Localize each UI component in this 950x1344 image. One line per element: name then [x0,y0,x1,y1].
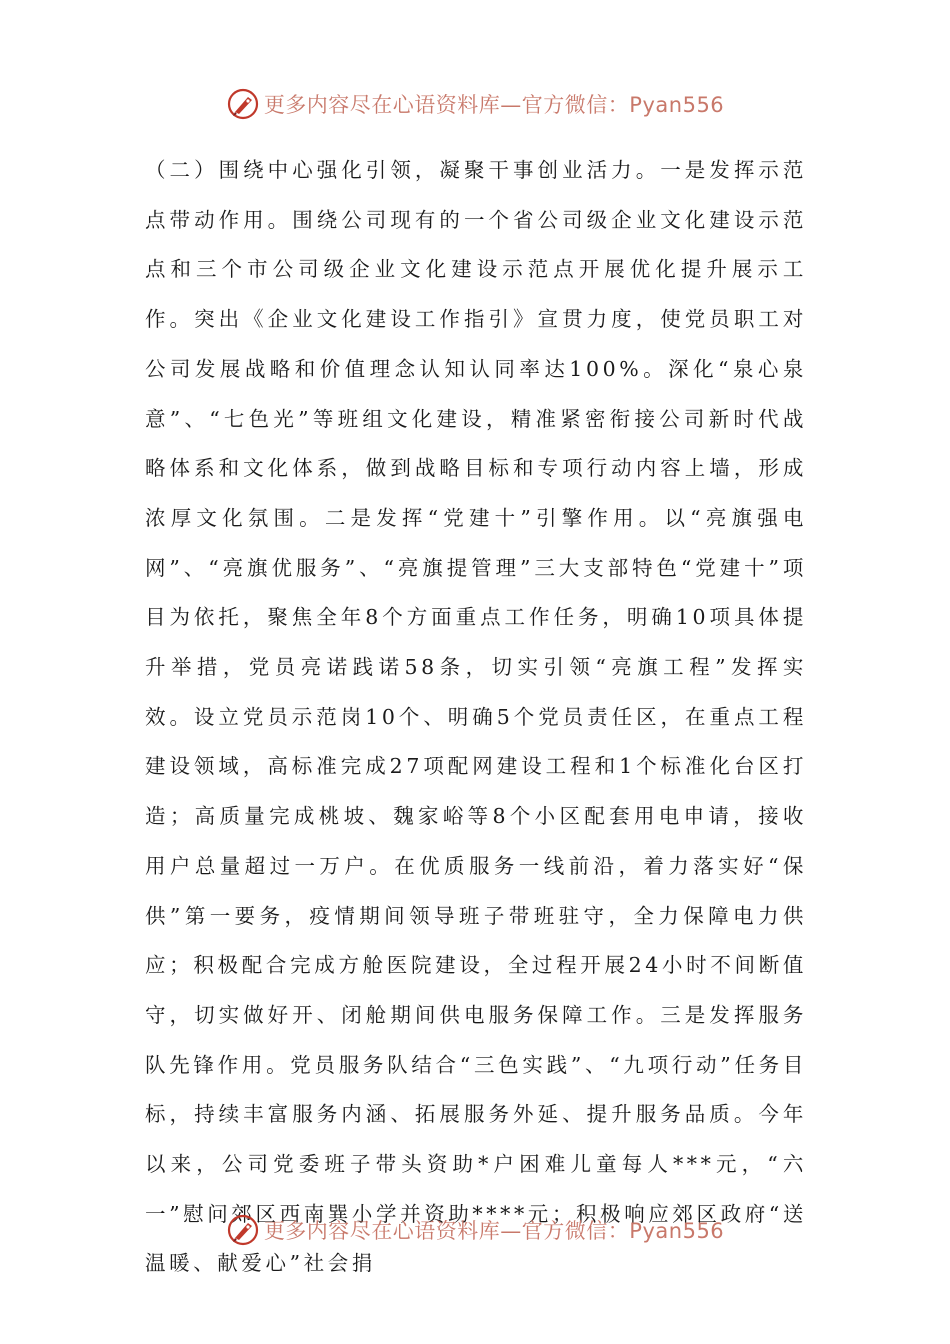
header-banner-text: 更多内容尽在心语资料库—官方微信：Pyan556 [263,93,725,117]
pen-nib-logo-icon [226,87,260,121]
footer-banner [0,1210,950,1250]
body-paragraph: （二）围绕中心强化引领，凝聚干事创业活力。一是发挥示范点带动作用。围绕公司现有的一个省公司级企业文化建设示范点和三个市公司级企业文化建设示范点开展优化提升展示工作。突出《企业文化建设工作指引》宣贯力度，使党员职工对公司发展战略和价值理念认知认同率达100%。深化“泉心泉意”、“七色光”等班组文化建设，精准紧密衔接公司新时代战略体系和文化体系，做到战略目标和专项行动内容上墙，形成浓厚文化氛围。二是发挥“党建十”引擎作用。以“亮旗强电网”、“亮旗优服务”、“亮旗提管理”三大支部特色“党建十”项目为依托，聚焦全年8个方面重点工作任务，明确10项具体提升举措，党员亮诺践诺58条，切实引领“亮旗工程”发挥实效。设立党员示范岗10个、明确5个党员责任区，在重点工程建设领域，高标准完成27项配网建设工程和1个标准化台区打造；高质量完成桃坡、魏家峪等8个小区配套用电申请，接收用户总量超过一万户。在优质服务一线前沿，着力落实好“保供”第一要务，疫情期间领导班子带班驻守，全力保障电力供应；积极配合完成方舱医院建设，全过程开展24小时不间断值守，切实做好开、闭舱期间供电服务保障工作。三是发挥服务队先锋作用。党员服务队结合“三色实践”、“九项行动”任务目标，持续丰富服务内涵、拓展服务外延、提升服务品质。今年以来，公司党委班子带头资助*户困难儿童每人***元，“六一”慰问郊区西南巽小学并资助****元；积极响应郊区政府“送温暖、献爱心”社会捐 [145,158,807,1276]
footer-banner-text: 更多内容尽在心语资料库—官方微信：Pyan556 [263,1219,725,1243]
document-body [145,146,807,1289]
pen-nib-logo-icon [226,1213,260,1247]
header-banner [0,84,950,124]
